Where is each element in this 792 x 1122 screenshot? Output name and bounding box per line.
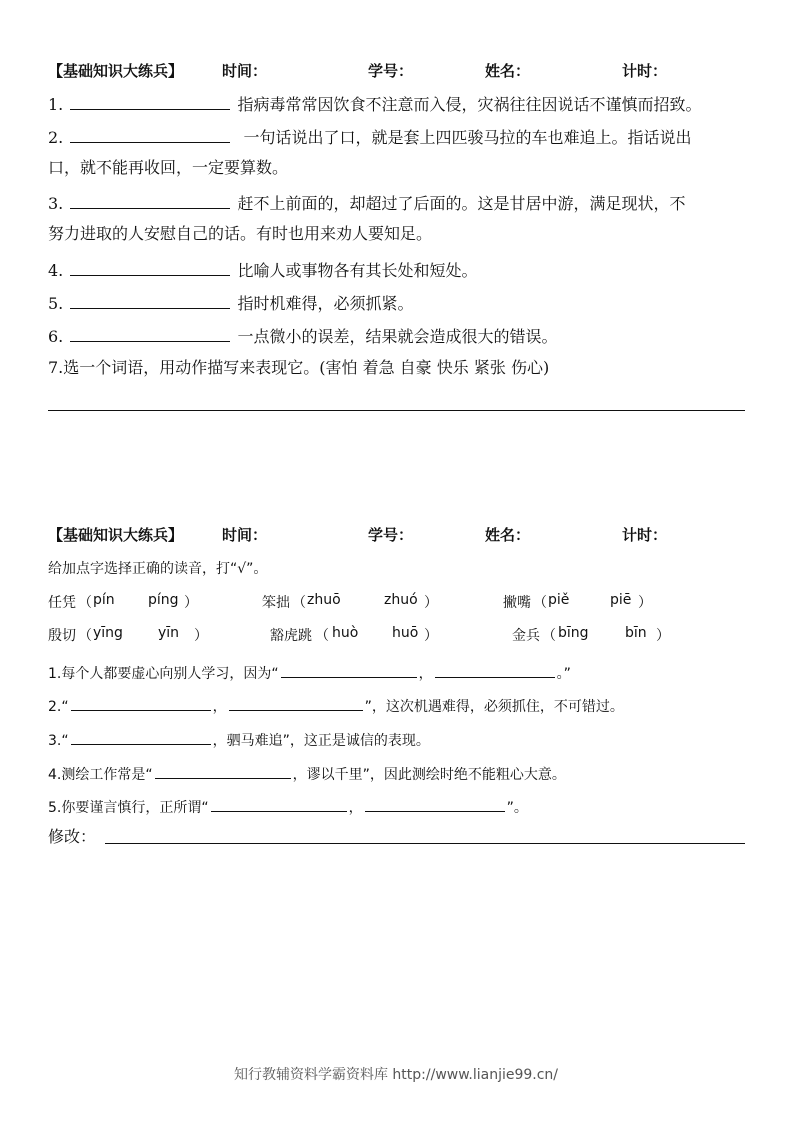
item-text: 赶不上前面的，却超过了后面的。这是甘居中游，满足现状，不 xyxy=(237,194,686,213)
item-text: 比喻人或事物各有其长处和短处。 xyxy=(237,261,478,280)
close-paren: ） xyxy=(424,628,438,644)
item-2-continued: 口，就不能再收回，一定要算数。 xyxy=(48,158,289,177)
question-text: 4.测绘工作常是“ xyxy=(48,767,153,783)
question-text: 5.你要谨言慎行，正所谓“ xyxy=(48,800,209,816)
item-3 xyxy=(48,190,760,215)
header-name-label: 姓名： xyxy=(485,526,531,544)
answer-blank[interactable] xyxy=(70,124,230,143)
comma: ， xyxy=(418,666,433,682)
item-2 xyxy=(48,124,760,149)
answer-blank[interactable] xyxy=(229,692,363,711)
item-1 xyxy=(48,91,760,116)
comma: ， xyxy=(212,699,227,715)
answer-blank[interactable] xyxy=(71,726,211,745)
item-text: 一点微小的误差，结果就会造成很大的错误。 xyxy=(237,327,558,346)
pinyin-word: 殷切 xyxy=(48,628,76,644)
section2-header xyxy=(48,524,748,548)
pinyin-word: 豁虎跳 xyxy=(270,628,312,644)
close-paren: ） xyxy=(656,628,670,644)
item-number: 5. xyxy=(48,294,64,313)
close-paren: ） xyxy=(184,595,198,611)
answer-blank[interactable] xyxy=(155,760,291,779)
question-text: 1.每个人都要虚心向别人学习，因为“ xyxy=(48,666,279,682)
pinyin-option[interactable]: pín xyxy=(93,592,115,608)
footer-text: 知行教辅资料学霸资料库 http://www.lianjie99.cn/ xyxy=(233,1067,559,1083)
question-text: ，谬以千里”，因此测绘时绝不能粗心大意。 xyxy=(292,767,566,783)
header-name-label: 姓名： xyxy=(485,62,531,80)
question-4 xyxy=(48,760,760,786)
section1-header xyxy=(48,60,748,84)
pinyin-option[interactable]: bīng xyxy=(558,625,589,641)
open-paren: （ xyxy=(78,628,92,644)
answer-blank[interactable] xyxy=(365,793,505,812)
item-3-continued: 努力进取的人安慰自己的话。有时也用来劝人要知足。 xyxy=(48,224,433,243)
pinyin-option[interactable]: zhuō xyxy=(307,592,341,608)
answer-blank[interactable] xyxy=(70,257,230,276)
pinyin-option[interactable]: yīng xyxy=(93,625,123,641)
pinyin-option[interactable]: huō xyxy=(392,625,419,641)
fix-answer-line[interactable] xyxy=(105,843,745,844)
item-number: 6. xyxy=(48,327,64,346)
open-paren: （ xyxy=(78,595,92,611)
question-text: ，驷马难追”，这正是诚信的表现。 xyxy=(212,733,430,749)
pinyin-option[interactable]: huò xyxy=(332,625,359,641)
answer-blank[interactable] xyxy=(70,91,230,110)
item-5 xyxy=(48,290,760,315)
answer-blank[interactable] xyxy=(70,290,230,309)
question-text: ”，这次机遇难得，必须抓住，不可错过。 xyxy=(364,699,624,715)
answer-blank[interactable] xyxy=(71,692,211,711)
header-timer-label: 计时： xyxy=(622,62,668,80)
header-title: 【基础知识大练兵】 xyxy=(48,62,184,80)
open-paren: （ xyxy=(533,595,547,611)
pinyin-word: 金兵 xyxy=(512,628,540,644)
item-number: 2. xyxy=(48,128,64,147)
pinyin-option[interactable]: zhuó xyxy=(384,592,418,608)
question-text: 。” xyxy=(556,666,571,682)
item-number: 1. xyxy=(48,95,64,114)
pinyin-option[interactable]: yīn xyxy=(158,625,180,641)
question-5 xyxy=(48,793,760,819)
header-timer-label: 计时： xyxy=(622,526,668,544)
pinyin-word: 任凭 xyxy=(48,595,76,611)
header-time-label: 时间： xyxy=(222,62,268,80)
header-time-label: 时间： xyxy=(222,526,268,544)
answer-blank[interactable] xyxy=(70,190,230,209)
comma: ， xyxy=(348,800,363,816)
pinyin-option[interactable]: piē xyxy=(610,592,632,608)
open-paren: （ xyxy=(542,628,556,644)
pinyin-option[interactable]: piě xyxy=(548,592,570,608)
open-paren: （ xyxy=(292,595,306,611)
question-7: 7.选一个词语，用动作描写来表现它。(害怕 着急 自豪 快乐 紧张 伤心) xyxy=(48,358,550,377)
item-number: 3. xyxy=(48,194,64,213)
question-1 xyxy=(48,659,760,685)
header-id-label: 学号： xyxy=(368,62,414,80)
pinyin-option[interactable]: bīn xyxy=(625,625,647,641)
question-text: ”。 xyxy=(506,800,528,816)
pinyin-word: 笨拙 xyxy=(262,595,290,611)
item-text: 指时机难得，必须抓紧。 xyxy=(237,294,414,313)
answer-line[interactable] xyxy=(48,410,745,411)
item-4 xyxy=(48,257,760,282)
header-title: 【基础知识大练兵】 xyxy=(48,526,184,544)
close-paren: ） xyxy=(424,595,438,611)
answer-blank[interactable] xyxy=(281,659,417,678)
question-text: 3.“ xyxy=(48,733,69,749)
question-2 xyxy=(48,692,760,718)
item-text: 一句话说出了口，就是套上四匹骏马拉的车也难追上。指话说出 xyxy=(243,128,692,147)
item-number: 4. xyxy=(48,261,64,280)
pinyin-word: 撇嘴 xyxy=(503,595,531,611)
fix-label: 修改： xyxy=(48,827,97,846)
header-id-label: 学号： xyxy=(368,526,414,544)
answer-blank[interactable] xyxy=(435,659,555,678)
close-paren: ） xyxy=(638,595,652,611)
question-text: 2.“ xyxy=(48,699,69,715)
question-3 xyxy=(48,726,760,752)
item-text: 指病毒常常因饮食不注意而入侵，灾祸往往因说话不谨慎而招致。 xyxy=(237,95,702,114)
open-paren: （ xyxy=(315,628,329,644)
instruction: 给加点字选择正确的读音，打“√”。 xyxy=(48,561,268,577)
answer-blank[interactable] xyxy=(70,323,230,342)
close-paren: ） xyxy=(194,628,208,644)
pinyin-option[interactable]: píng xyxy=(148,592,179,608)
answer-blank[interactable] xyxy=(211,793,347,812)
item-6 xyxy=(48,323,760,348)
